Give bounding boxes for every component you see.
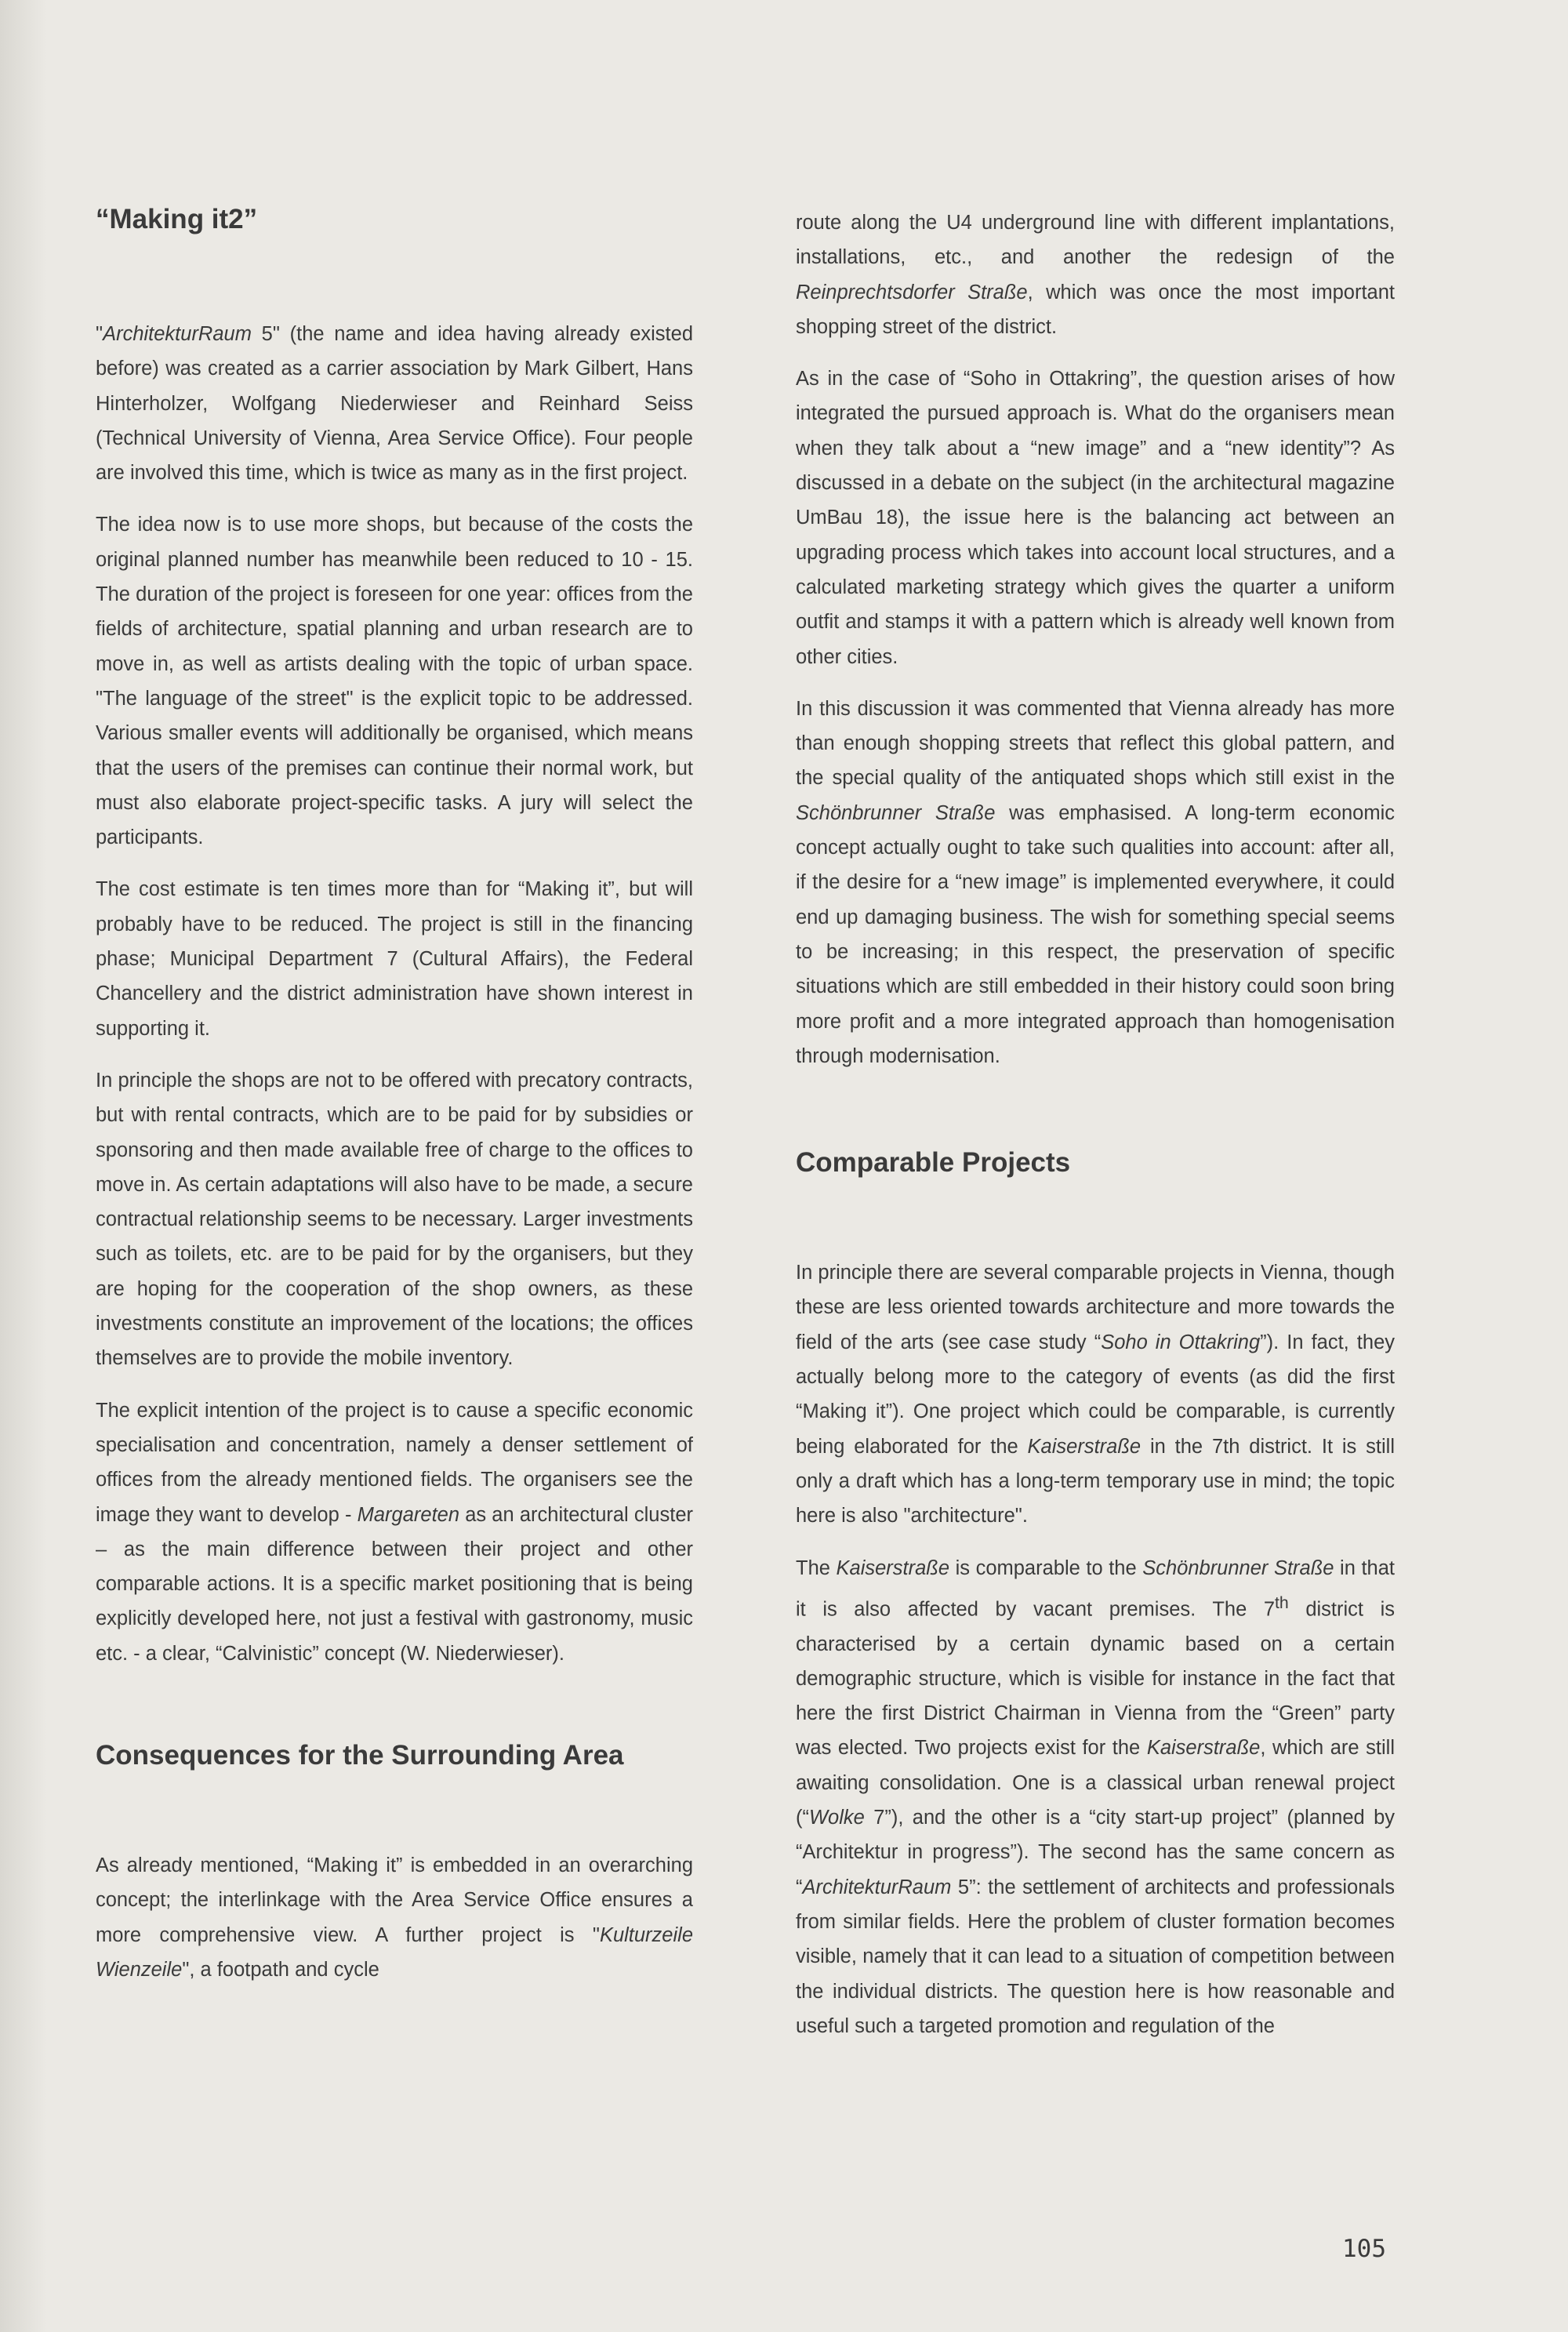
text-run: 5”: the settlement of architects and professionals from similar fields. Here the problem of cluster formation becomes visible, namely that it can lead to a situation of competition between the individual districts. The question here is how reasonable and useful such a targeted promotion and regulation of the <box>796 1876 1395 2037</box>
text-run: ", a footpath and cycle <box>182 1958 379 1981</box>
text-run: " <box>96 323 103 345</box>
text-run: in that it is also affected by vacant premises. The 7 <box>796 1556 1395 1621</box>
italic-run: Kaiserstraße <box>836 1556 950 1579</box>
text-run: 7”), and the other is a “city start-up project” (planned by “Architektur in progress”). The second has the same concern as “ <box>796 1807 1395 1898</box>
italic-run: Schönbrunner Straße <box>1142 1556 1334 1579</box>
heading-consequences: Consequences for the Surrounding Area <box>96 1739 624 1771</box>
page-number: 105 <box>1342 2235 1386 2263</box>
heading-comparable-projects: Comparable Projects <box>796 1147 1071 1179</box>
left-column <box>96 196 693 2004</box>
italic-run: ArchitekturRaum <box>802 1876 952 1898</box>
paragraph-architekturraum-intro <box>96 317 693 490</box>
text-run: , which was once the most important shopping street of the district. <box>796 281 1395 338</box>
text-run: district is characterised by a certain dynamic based on a certain demographic structure, which is visible for instance in the fact that here the first District Chairman in Vienna from the “Green” party was elected. Two projects exist for the <box>796 1598 1395 1760</box>
paragraph-kaiserstrasse <box>796 1551 1395 2044</box>
italic-run: Kaiserstraße <box>1146 1737 1261 1760</box>
paragraph-explicit-intention <box>96 1393 693 1671</box>
paragraph-idea-shops: The idea now is to use more shops, but because of the costs the original planned number has meanwhile been reduced to 10 - 15. The duration of the project is foreseen for one year: offices from the fields of architecture, spatial planning and urban research are to move in, as well as artists dealing with the topic of urban space. "The language of the street" is the explicit topic to be addressed. Various smaller events will additionally be organised, which means that the users of the premises can continue their normal work, but must also elaborate project-specific tasks. A jury will select the participants. <box>96 514 693 849</box>
italic-run: Soho in Ottakring <box>1101 1331 1261 1353</box>
text-run: as an architectural cluster – as the main difference between their project and other comparable actions. It is a specific market positioning that is being explicitly developed here, not just a festival with gastronomy, music etc. - a clear, “Calvinistic” concept (W. Niederwieser). <box>96 1503 694 1665</box>
page-gutter-shadow <box>0 0 47 2332</box>
text-run: In this discussion it was commented that Vienna already has more than enough shopping streets that reflect this global pattern, and the special quality of the antiquated shops which still exist in the <box>796 697 1395 790</box>
paragraph-cost-estimate: The cost estimate is ten times more than for “Making it”, but will probably have to be reduced. The project is still in the financing phase; Municipal Department 7 (Cultural Affairs), the Federal Chancellery and the district administration have shown interest in supporting it. <box>96 878 693 1040</box>
paragraph-route-u4 <box>796 205 1395 344</box>
italic-run: Wolke <box>808 1807 865 1829</box>
paragraph-discussion <box>796 692 1395 1073</box>
paragraph-rental-contracts: In principle the shops are not to be offered with precatory contracts, but with rental contracts, which are to be paid for by subsidies or sponsoring and then made available free of charge to the offices to move in. As certain adaptations will also have to be made, a secure contractual relationship seems to be necessary. Larger investments such as toilets, etc. are to be paid for by the organisers, but they are hoping for the cooperation of the shop owners, as these investments constitute an improvement of the locations; the offices themselves are to provide the mobile inventory. <box>96 1069 693 1370</box>
text-run: The explicit intention of the project is to cause a specific economic specialisation and concentration, namely a denser settlement of offices from the already mentioned fields. The organisers see the image they want to develop - <box>96 1399 693 1526</box>
text-run: As already mentioned, “Making it” is embedded in an overarching concept; the interlinkage with the Area Service Office ensures a more comprehensive view. A further project is " <box>96 1854 693 1946</box>
paragraph-soho-question: As in the case of “Soho in Ottakring”, the question arises of how integrated the pursued approach is. What do the organisers mean when they talk about a “new image” and a “new identity”? As discussed in a debate on the subject (in the architectural magazine UmBau 18), the issue here is the balancing act between an upgrading process which takes into account local structures, and a calculated marketing strategy which gives the quarter a uniform outfit and stamps it with a pattern which is already well known from other cities. <box>796 368 1395 668</box>
italic-run: Kulturzeile Wienzeile <box>96 1923 693 1981</box>
text-run: The <box>796 1556 837 1579</box>
text-run: In principle there are several comparable projects in Vienna, though these are less oriented towards architecture and more towards the field of the arts (see case study “ <box>796 1262 1395 1353</box>
italic-run: Schönbrunner Straße <box>796 801 996 824</box>
paragraph-already-mentioned <box>96 1848 693 1987</box>
text-run: was emphasised. A long-term economic concept actually ought to take such qualities into account: after all, if the desire for a “new image” is implemented everywhere, it could end up damaging business. The wish for something special seems to be increasing; in this respect, the preservation of specific situations which are still embedded in their history could soon bring more profit and a more integrated approach than homogenisation through modernisation. <box>796 801 1396 1067</box>
italic-run: Margareten <box>357 1503 460 1526</box>
superscript-run: th <box>1275 1593 1289 1612</box>
text-run: in the 7th district. It is still only a draft which has a long-term temporary use in mind; the topic here is also "architecture". <box>796 1435 1395 1527</box>
paragraph-comparable-vienna <box>796 1255 1395 1533</box>
text-run: route along the U4 underground line with different implantations, installations, etc., and another the redesign of the <box>796 212 1395 269</box>
text-run: , which are still awaiting consolidation. One is a classical urban renewal project (“ <box>796 1737 1395 1829</box>
text-run: ”). In fact, they actually belong more to the category of events (as did the first “Making it”). One project which could be comparable, is currently being elaborated for the <box>796 1331 1395 1458</box>
right-column <box>796 205 1395 2061</box>
heading-making-it2: “Making it2” <box>96 204 258 234</box>
italic-run: Reinprechtsdorfer Straße <box>796 281 1028 303</box>
italic-run: ArchitekturRaum <box>103 323 252 345</box>
text-run: is comparable to the <box>949 1556 1143 1579</box>
italic-run: Kaiserstraße <box>1027 1435 1142 1458</box>
text-run: 5" (the name and idea having already existed before) was created as a carrier association by Mark Gilbert, Hans Hinterholzer, Wolfgang Niederwieser and Reinhard Seiss (Technical University of Vienna, Area Service Office). Four people are involved this time, which is twice as many as in the first project. <box>96 323 693 485</box>
